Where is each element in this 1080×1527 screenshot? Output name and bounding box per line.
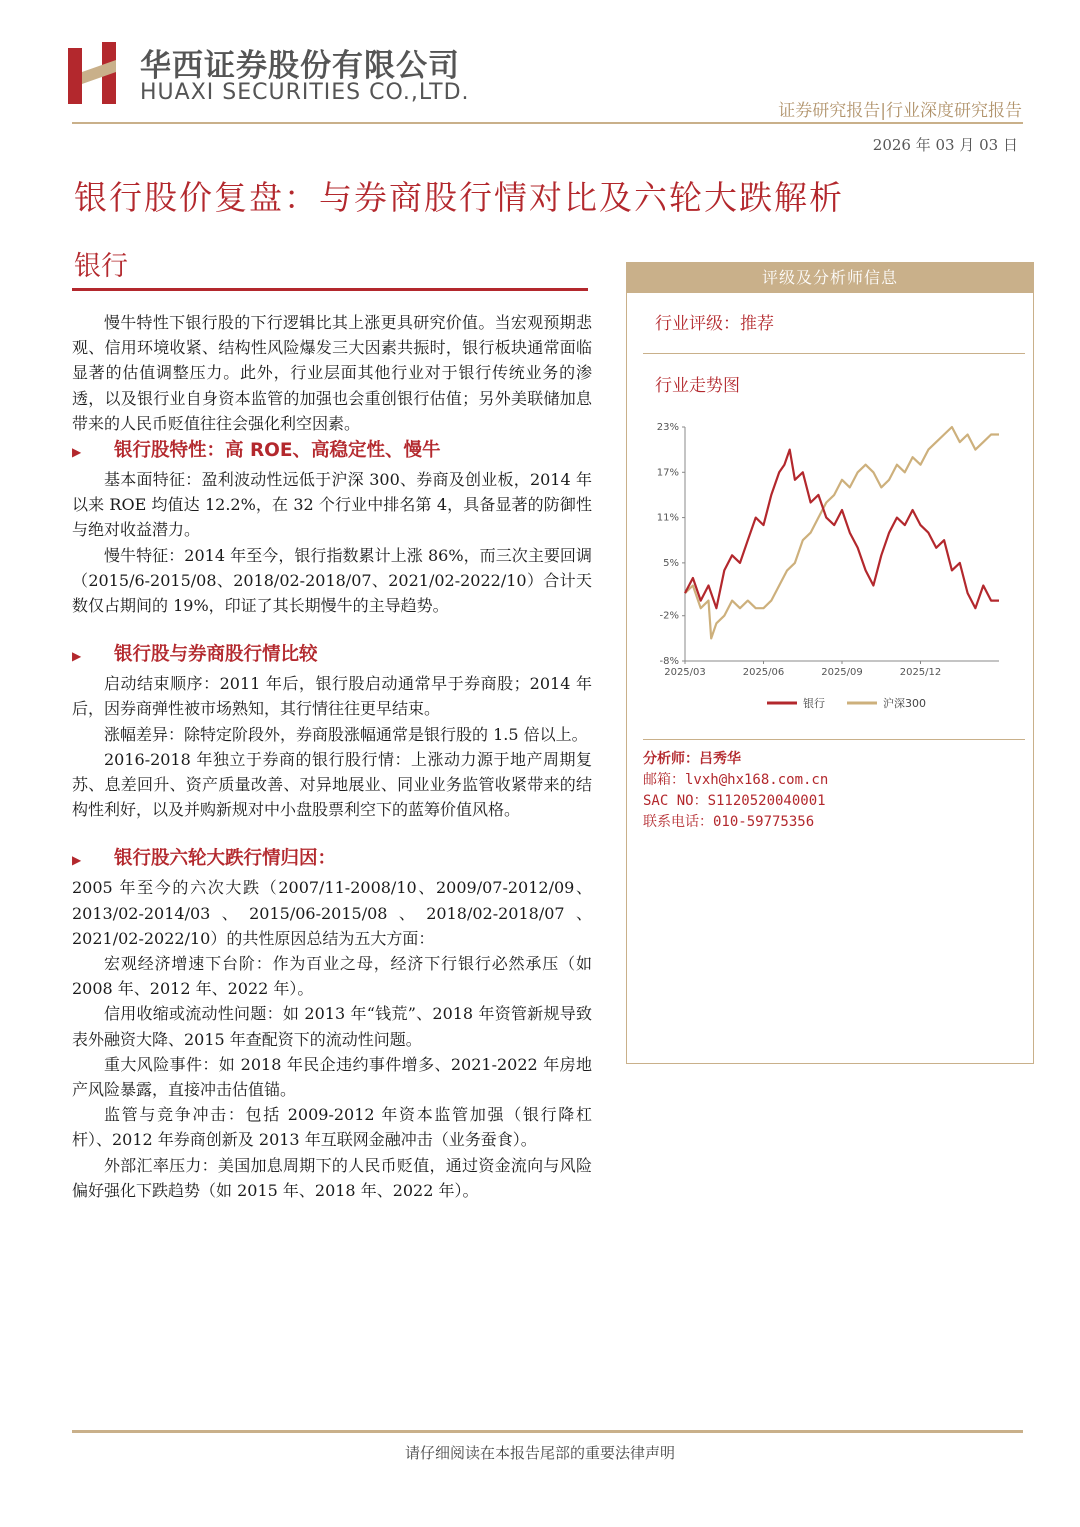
footer-divider	[72, 1430, 1023, 1433]
paragraph: 涨幅差异：除特定阶段外，券商股涨幅通常是银行股的 1.5 倍以上。	[104, 724, 588, 744]
paragraph: 信用收缩或流动性问题：如 2013 年“钱荒”、2018 年资管新规导致表外融资大降、2015 年查配资下的流动性问题。	[72, 1004, 592, 1049]
y-tick-label: 17%	[656, 467, 679, 479]
industry-label: 银行	[74, 251, 128, 282]
series-line-csi300	[685, 427, 999, 638]
trend-chart-title: 行业走势图	[655, 376, 740, 396]
sidebar-divider	[643, 739, 1025, 740]
report-title: 银行股价复盘：与券商股行情对比及六轮大跌解析	[74, 178, 844, 217]
paragraph: 宏观经济增速下台阶：作为百业之母，经济下行银行必然承压（如 2008 年、2012 年、2022 年）。	[72, 954, 592, 999]
industry-rating: 行业评级：推荐	[655, 314, 774, 334]
x-tick-label: 2025/09	[821, 667, 863, 678]
y-tick-label: 5%	[663, 557, 679, 569]
paragraph: 外部汇率压力：美国加息周期下的人民币贬值，通过资金流向与风险偏好强化下跌趋势（如 2015 年、2018 年、2022 年）。	[72, 1155, 592, 1200]
legend-label: 银行	[803, 697, 825, 710]
section-heading: ▶ 银行股六轮大跌行情归因：	[72, 844, 592, 875]
y-tick-label: -2%	[659, 610, 679, 622]
paragraph: 启动结束顺序：2011 年后，银行股启动通常早于券商股；2014 年后，因券商弹性被市场熟知，其行情往往更早结束。	[72, 674, 592, 719]
y-tick-label: -8%	[659, 656, 679, 667]
company-name-cn: 华西证券股份有限公司	[140, 48, 460, 84]
paragraph: 慢牛特征：2014 年至今，银行指数累计上涨 86%，而三次主要回调（2015/6-2015/08、2018/02-2018/07、2021/02-2022/10）合计天数仅占期间的 19%，印证了其长期慢牛的主导趋势。	[72, 545, 592, 616]
section-heading: ▶ 银行股与券商股行情比较	[72, 640, 592, 671]
triangle-bullet-icon: ▶	[72, 853, 82, 868]
x-tick-label: 2025/12	[899, 667, 942, 678]
industry-divider	[72, 288, 588, 291]
sidebar-panel	[626, 262, 1034, 1064]
y-tick-label: 23%	[656, 422, 679, 433]
section-heading: ▶ 银行股特性：高 ROE、高稳定性、慢牛	[72, 436, 592, 467]
analyst-phone: 联系电话：010-59775356	[643, 814, 815, 830]
trend-chart	[641, 413, 1021, 723]
y-tick-label: 11%	[656, 512, 679, 524]
analyst-sac: SAC NO：S1120520040001	[643, 793, 826, 809]
x-tick-label: 2025/06	[742, 667, 785, 678]
x-tick-label: 2025/03	[664, 667, 706, 678]
triangle-bullet-icon: ▶	[72, 445, 82, 460]
sidebar-divider	[643, 353, 1025, 354]
main-column	[72, 310, 592, 1203]
footer-disclaimer: 请仔细阅读在本报告尾部的重要法律声明	[404, 1444, 675, 1462]
paragraph: 监管与竞争冲击：包括 2009-2012 年资本监管加强（银行降杠杆）、2012 年券商创新及 2013 年互联网金融冲击（业务蚕食）。	[72, 1105, 592, 1150]
analyst-name: 分析师：吕秀华	[643, 751, 741, 767]
paragraph: 2005 年至今的六次大跌（2007/11-2008/10、2009/07-2012/09、2013/02-2014/03、2015/06-2015/08、2018/02-2018/07、2021/02-2022/10）的共性原因总结为五大方面：	[72, 878, 592, 948]
sidebar-header: 评级及分析师信息	[627, 263, 1033, 293]
series-line-bank	[685, 450, 999, 609]
header-divider	[72, 122, 1023, 124]
report-type: 证券研究报告|行业深度研究报告	[778, 101, 1022, 121]
triangle-bullet-icon: ▶	[72, 649, 82, 664]
legend-label: 沪深300	[883, 697, 926, 710]
paragraph: 2016-2018 年独立于券商的银行股行情：上涨动力源于地产周期复苏、息差回升、资产质量改善、对异地展业、同业业务监管收紧带来的结构性利好，以及并购新规对中小盘股票利空下的蓝筹价值风格。	[72, 749, 592, 820]
report-date: 2026 年 03 月 03 日	[872, 136, 1018, 154]
paragraph: 重大风险事件：如 2018 年民企违约事件增多、2021-2022 年房地产风险暴露，直接冲击估值锚。	[72, 1054, 592, 1100]
huaxi-logo	[68, 42, 126, 104]
analyst-email: 邮箱：lvxh@hx168.com.cn	[643, 772, 829, 788]
analyst-info	[643, 749, 828, 833]
company-name-en: HUAXI SECURITIES CO.,LTD.	[140, 80, 470, 105]
intro-paragraph: 慢牛特性下银行股的下行逻辑比其上涨更具研究价值。当宏观预期悲观、信用环境收紧、结构性风险爆发三大因素共振时，银行板块通常面临显著的估值调整压力。此外，行业层面其他行业对于银行传统业务的渗透，以及银行业自身资本监管的加强也会重创银行估值；另外美联储加息带来的人民币贬值往往会强化利空因素。	[72, 313, 592, 433]
paragraph: 基本面特征：盈利波动性远低于沪深 300、券商及创业板，2014 年以来 ROE 均值达 12.2%，在 32 个行业中排名第 4，具备显著的防御性与绝对收益潜力。	[72, 470, 592, 540]
